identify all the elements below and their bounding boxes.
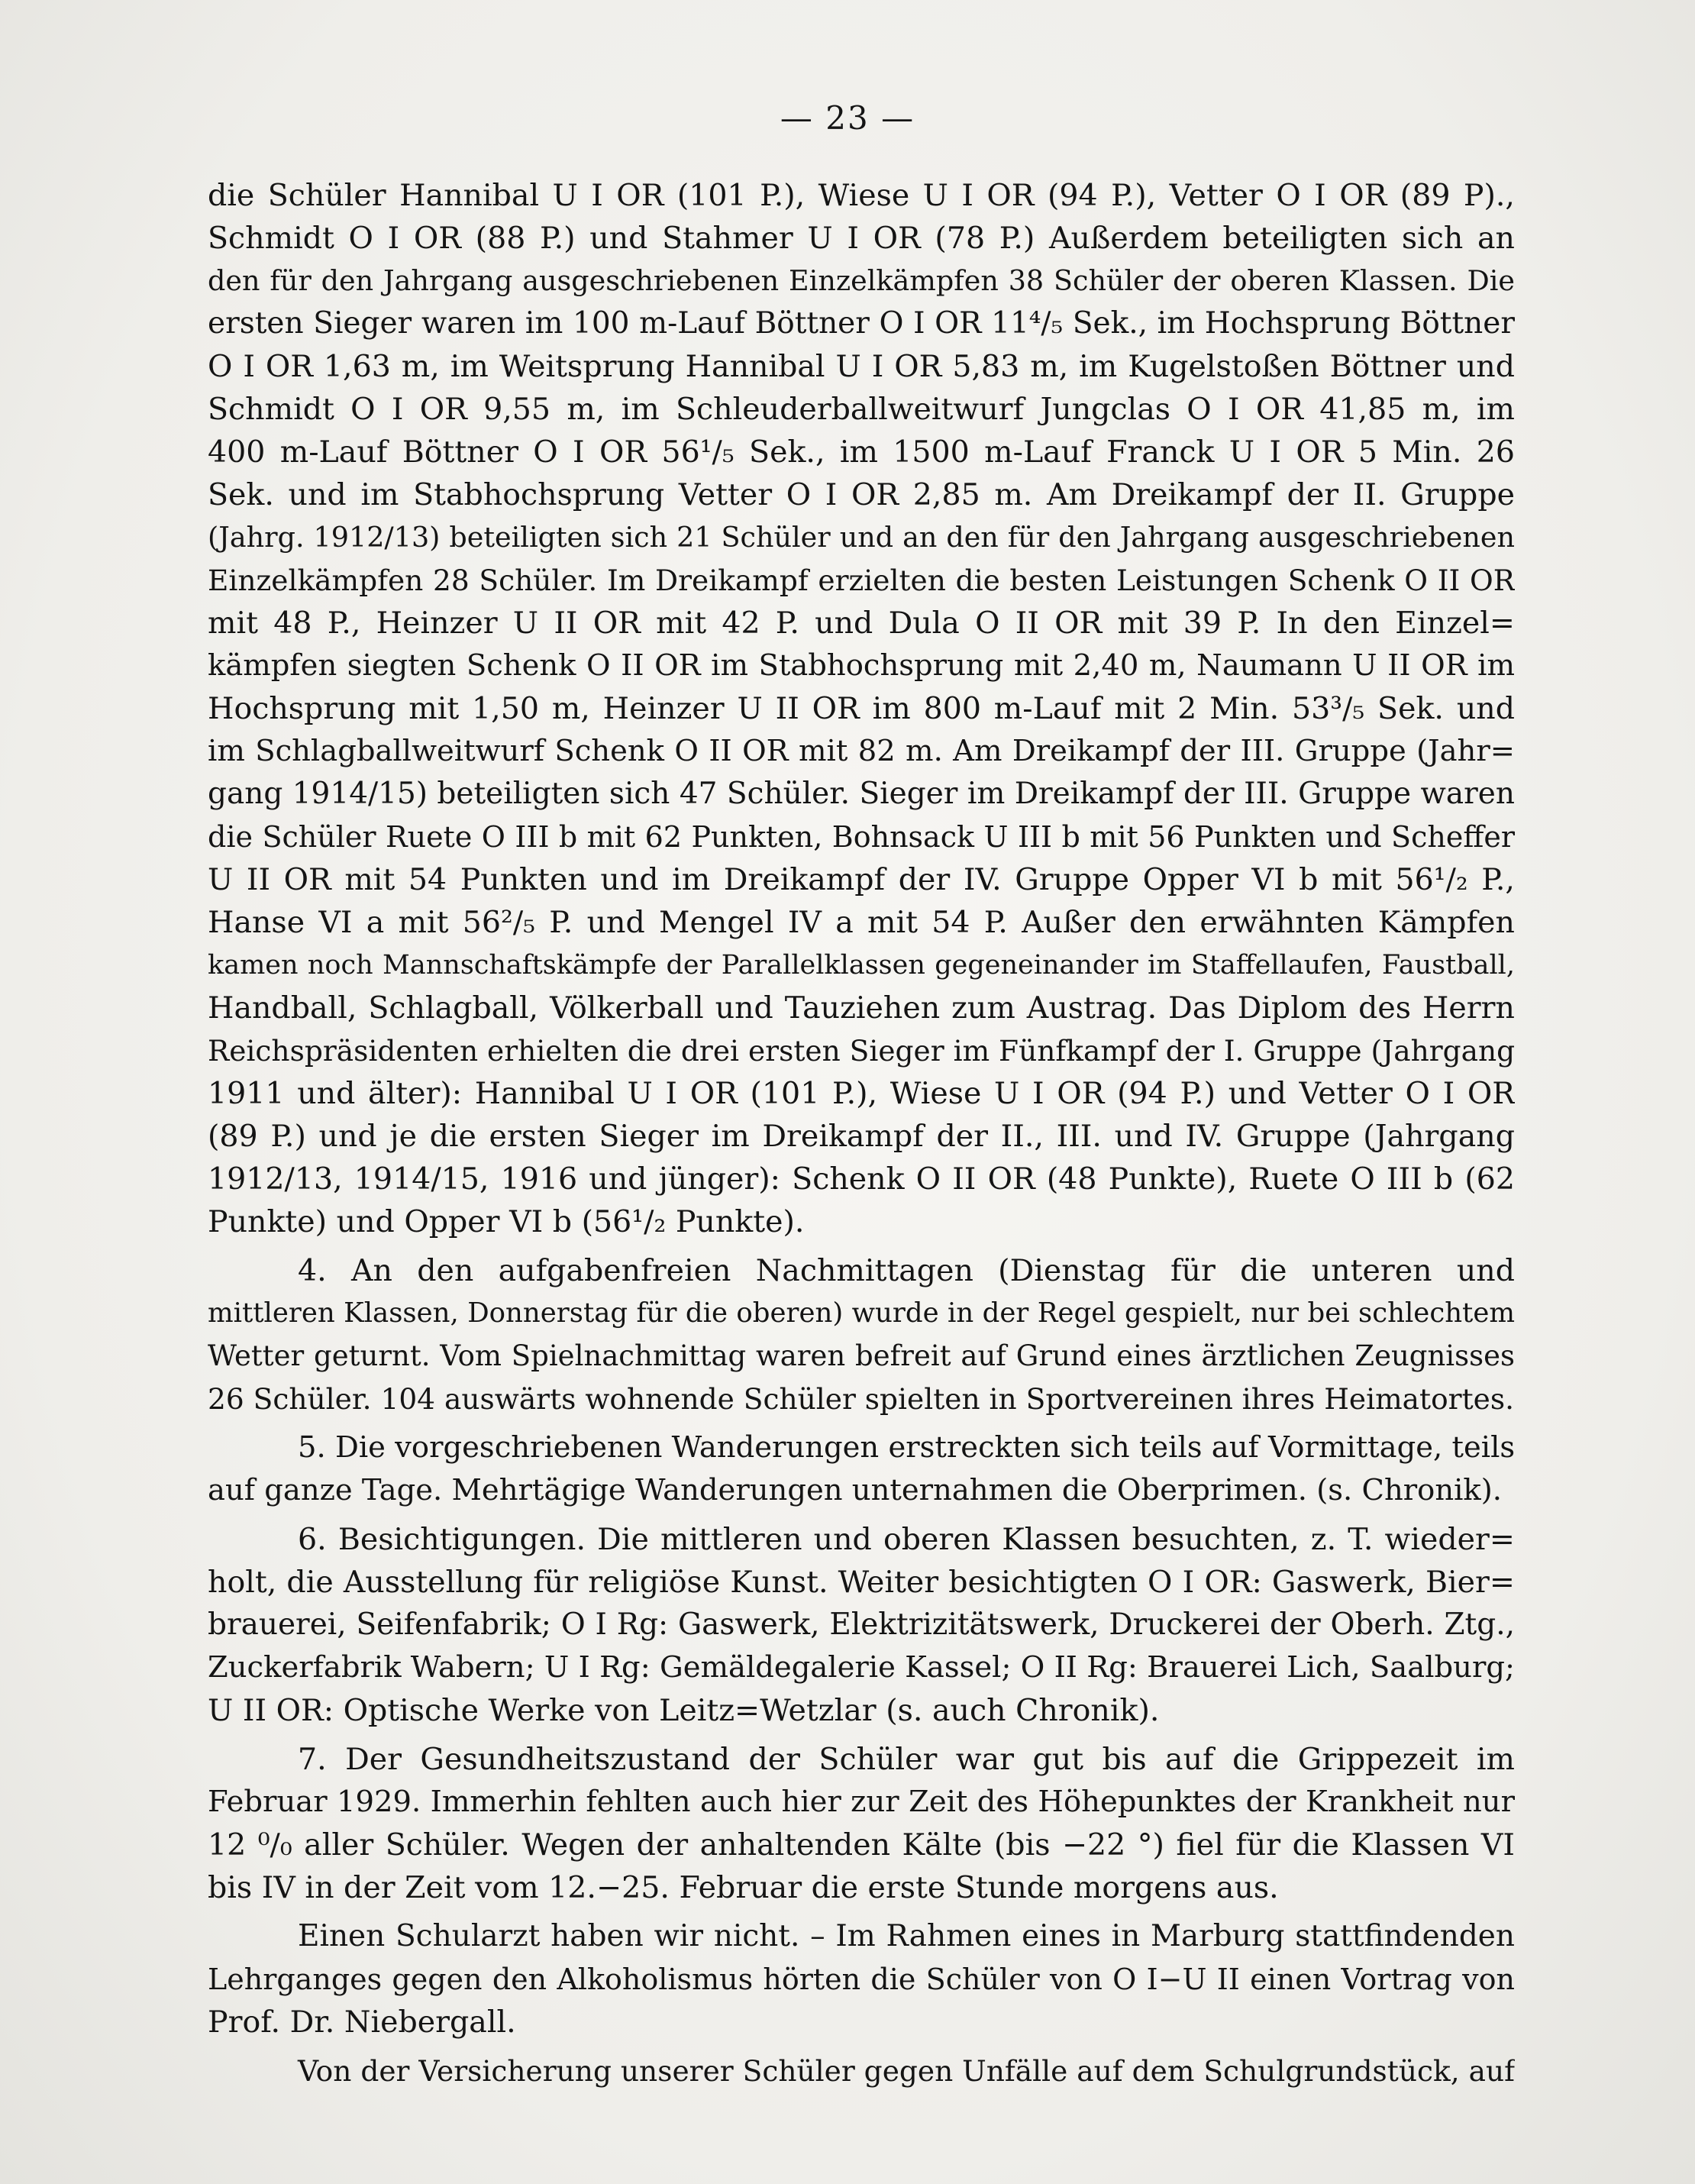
text-line: die Schüler Hannibal U I OR (101 P.), Wiese U I OR (94 P.), Vetter O I OR (89 P)., (208, 178, 1515, 213)
text-line: Einzelkämpfen 28 Schüler. Im Dreikampf erzielten die besten Leistungen Schenk O II OR (208, 564, 1515, 597)
text-line: die Schüler Ruete O III b mit 62 Punkten, Bohnsack U III b mit 56 Punkten und Scheffer (208, 820, 1515, 854)
text-line: Sek. und im Stabhochsprung Vetter O I OR 2,85 m. Am Dreikampf der II. Gruppe (208, 477, 1515, 512)
text-line: Von der Versicherung unserer Schüler gegen Unfälle auf dem Schulgrundstück, auf (298, 2054, 1515, 2088)
text-line: 400 m-Lauf Böttner O I OR 56¹/₅ Sek., im 1500 m-Lauf Franck U I OR 5 Min. 26 (208, 435, 1515, 470)
text-line: Punkte) und Opper VI b (56¹/₂ Punkte). (208, 1204, 805, 1239)
page-number: — 23 — (780, 99, 915, 137)
text-line: Schmidt O I OR 9,55 m, im Schleuderballweitwurf Jungclas O I OR 41,85 m, im (208, 392, 1515, 427)
text-line: Hochsprung mit 1,50 m, Heinzer U II OR im 800 m-Lauf mit 2 Min. 53³/₅ Sek. und (208, 691, 1515, 726)
paragraph (208, 1518, 1515, 1732)
text-line: bis IV in der Zeit vom 12.−25. Februar die erste Stunde morgens aus. (208, 1870, 1279, 1905)
text-line: den für den Jahrgang ausgeschriebenen Einzelkämpfen 38 Schüler der oberen Klassen. Die (208, 264, 1515, 297)
text-line: U II OR: Optische Werke von Leitz=Wetzlar (s. auch Chronik). (208, 1693, 1160, 1728)
text-line: 12 ⁰/₀ aller Schüler. Wegen der anhaltenden Kälte (bis −22 °) fiel für die Klassen VI (208, 1827, 1515, 1863)
text-line: Handball, Schlagball, Völkerball und Tauziehen zum Austrag. Das Diplom des Herrn (208, 990, 1515, 1026)
text-line: gang 1914/15) beteiligten sich 47 Schüler. Sieger im Dreikampf der III. Gruppe waren (208, 777, 1515, 811)
paragraph-gap (208, 2043, 1515, 2050)
text-line: im Schlagballweitwurf Schenk O II OR mit 82 m. Am Dreikampf der III. Gruppe (Jahr= (208, 734, 1515, 768)
text-line: Lehrganges gegen den Alkoholismus hörten die Schüler von O I−U II einen Vortrag von (208, 1963, 1515, 1996)
text-line: brauerei, Seifenfabrik; O I Rg: Gaswerk, Elektrizitätswerk, Druckerei der Oberh. Ztg., (208, 1607, 1515, 1642)
text-line: Hanse VI a mit 56²/₅ P. und Mengel IV a mit 54 P. Außer den erwähnten Kämpfen (208, 905, 1515, 940)
paragraph (208, 1915, 1515, 2043)
paragraph (208, 174, 1515, 1243)
text-line: Schmidt O I OR (88 P.) und Stahmer U I OR (78 P.) Außerdem beteiligten sich an (208, 221, 1515, 256)
text-line: 5. Die vorgeschriebenen Wanderungen erstreckten sich teils auf Vormittage, teils (298, 1430, 1515, 1465)
paragraph-gap (208, 1732, 1515, 1738)
paragraph (208, 1249, 1515, 1420)
body-text (208, 174, 1515, 2092)
text-line: 1911 und älter): Hannibal U I OR (101 P.), Wiese U I OR (94 P.) und Vetter O I OR (208, 1076, 1515, 1111)
text-line: mittleren Klassen, Donnerstag für die oberen) wurde in der Regel gespielt, nur bei schlechtem (208, 1297, 1515, 1329)
text-line: O I OR 1,63 m, im Weitsprung Hannibal U I OR 5,83 m, im Kugelstoßen Böttner und (208, 349, 1515, 384)
paragraph-gap (208, 1420, 1515, 1426)
paragraph-gap (208, 1243, 1515, 1249)
text-line: auf ganze Tage. Mehrtägige Wanderungen unternahmen die Oberprimen. (s. Chronik). (208, 1473, 1503, 1507)
paragraph-gap (208, 1512, 1515, 1518)
text-line: 26 Schüler. 104 auswärts wohnende Schüler spielten in Sportvereinen ihres Heimatortes. (208, 1382, 1515, 1416)
text-line: mit 48 P., Heinzer U II OR mit 42 P. und Dula O II OR mit 39 P. In den Einzel= (208, 606, 1515, 641)
text-line: (89 P.) und je die ersten Sieger im Dreikampf der II., III. und IV. Gruppe (Jahrgang (208, 1119, 1515, 1154)
text-line: kämpfen siegten Schenk O II OR im Stabhochsprung mit 2,40 m, Naumann U II OR im (208, 648, 1515, 683)
text-line: U II OR mit 54 Punkten und im Dreikampf der IV. Gruppe Opper VI b mit 56¹/₂ P., (208, 862, 1515, 897)
text-line: Reichspräsidenten erhielten die drei ersten Sieger im Fünfkampf der I. Gruppe (Jahrgang (208, 1034, 1515, 1068)
text-line: ersten Sieger waren im 100 m-Lauf Böttner O I OR 11⁴/₅ Sek., im Hochsprung Böttner (208, 306, 1515, 341)
text-line: kamen noch Mannschaftskämpfe der Parallelklassen gegeneinander im Staffellaufen, Faustball, (208, 950, 1515, 981)
paragraph (208, 1738, 1515, 1909)
text-line: (Jahrg. 1912/13) beteiligten sich 21 Schüler und an den für den Jahrgang ausgeschriebenen (208, 521, 1515, 554)
text-line: 1912/13, 1914/15, 1916 und jünger): Schenk O II OR (48 Punkte), Ruete O III b (62 (208, 1161, 1515, 1197)
text-line: 4. An den aufgabenfreien Nachmittagen (Dienstag für die unteren und (298, 1253, 1515, 1288)
text-line: Februar 1929. Immerhin fehlten auch hier zur Zeit des Höhepunktes der Krankheit nur (208, 1785, 1515, 1819)
text-line: 6. Besichtigungen. Die mittleren und oberen Klassen besuchten, z. T. wieder= (298, 1522, 1515, 1557)
text-line: 7. Der Gesundheitszustand der Schüler war gut bis auf die Grippezeit im (298, 1742, 1515, 1777)
text-line: Einen Schularzt haben wir nicht. – Im Rahmen eines in Marburg stattfindenden (298, 1919, 1515, 1953)
text-line: Prof. Dr. Niebergall. (208, 2005, 516, 2040)
paragraph (208, 1426, 1515, 1512)
text-line: holt, die Ausstellung für religiöse Kunst. Weiter besichtigten O I OR: Gaswerk, Bier= (208, 1565, 1515, 1600)
text-line: Zuckerfabrik Wabern; U I Rg: Gemäldegalerie Kassel; O II Rg: Brauerei Lich, Saalburg; (208, 1650, 1515, 1685)
text-line: Wetter geturnt. Vom Spielnachmittag waren befreit auf Grund eines ärztlichen Zeugnisses (208, 1339, 1515, 1372)
paragraph (208, 2050, 1515, 2092)
paragraph-gap (208, 1909, 1515, 1915)
